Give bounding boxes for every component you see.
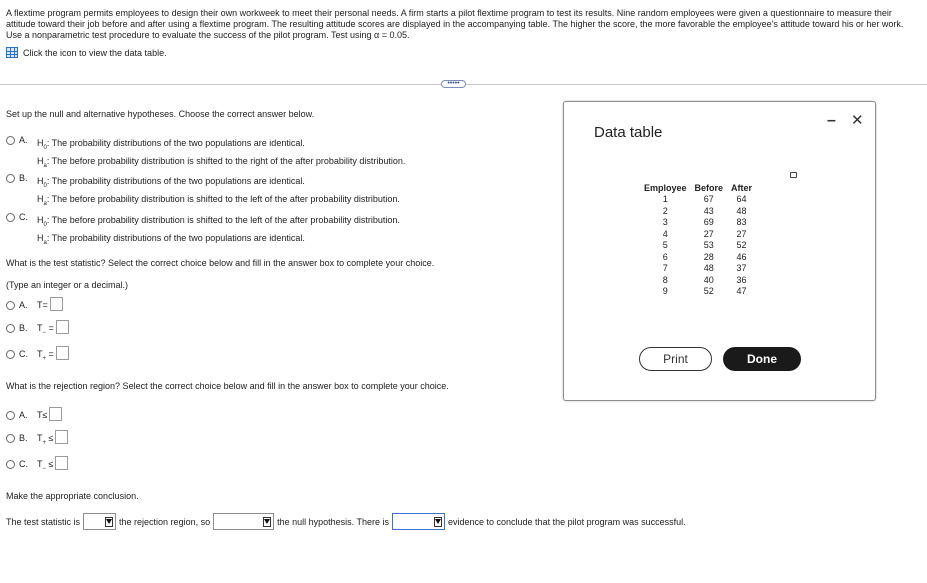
radio-button[interactable] xyxy=(6,350,15,359)
evidence-dropdown[interactable] xyxy=(392,513,445,530)
null-hypothesis-line: $H_0$: The probability distributions of the two populations are identical. xyxy=(37,138,305,151)
option-letter: C. xyxy=(19,212,28,222)
table-cell: 1 xyxy=(662,194,668,204)
copy-icon[interactable] xyxy=(790,172,797,178)
option-letter: C. xyxy=(19,459,28,469)
table-row xyxy=(640,206,756,218)
answer-input[interactable] xyxy=(55,456,68,470)
conclusion-text-4: evidence to conclude that the pilot program was successful. xyxy=(448,516,686,527)
answer-input[interactable] xyxy=(49,407,62,421)
option-letter: A. xyxy=(19,300,28,310)
table-cell: 6 xyxy=(662,251,668,262)
table-cell: 36 xyxy=(736,274,747,285)
column-header: Before xyxy=(694,183,724,193)
hypothesis-option-c[interactable] xyxy=(6,212,400,251)
table-row xyxy=(640,240,756,252)
table-cell: 7 xyxy=(662,263,668,273)
table-cell: 28 xyxy=(703,251,714,262)
answer-input[interactable] xyxy=(56,346,69,360)
column-header: Employee xyxy=(644,183,687,193)
table-cell: 8 xyxy=(662,274,668,285)
table-row xyxy=(640,252,756,264)
answer-input[interactable] xyxy=(50,297,63,311)
conclusion-text-2: the rejection region, so xyxy=(119,516,211,527)
conclusion-text-3: the null hypothesis. There is xyxy=(277,516,389,527)
table-cell: 52 xyxy=(736,240,747,250)
table-cell: 48 xyxy=(703,263,714,273)
table-cell: 67 xyxy=(703,194,714,204)
test-statistic-prompt: What is the test statistic? Select the correct choice below and fill in the answer box to complete your choice. xyxy=(6,258,435,268)
option-letter: B. xyxy=(19,173,28,183)
option-letter: B. xyxy=(19,323,28,333)
answer-input[interactable] xyxy=(56,320,69,334)
close-icon[interactable]: ✕ xyxy=(851,112,864,129)
comparison-dropdown[interactable] xyxy=(83,513,116,530)
alt-hypothesis-line: $H_a$: The before probability distribution is shifted to the left of the after probability distribution. xyxy=(37,193,400,207)
test-statistic-option-c[interactable] xyxy=(6,349,69,362)
done-button[interactable]: Done xyxy=(723,347,801,371)
table-cell: 64 xyxy=(736,194,747,204)
data-table-link[interactable] xyxy=(6,47,167,58)
null-hypothesis-line: $H_0$: The before probability distribution is shifted to the left of the after probability distribution. xyxy=(37,215,400,228)
option-letter: A. xyxy=(19,410,28,420)
radio-button[interactable] xyxy=(6,213,15,222)
conclusion-sentence xyxy=(6,513,686,530)
radio-button[interactable] xyxy=(6,174,15,183)
statistic-label: T= xyxy=(37,300,48,310)
expand-button[interactable]: ••••• xyxy=(441,80,466,88)
table-cell: 37 xyxy=(736,263,747,273)
table-cell: 40 xyxy=(703,274,714,285)
column-header: After xyxy=(731,183,753,193)
table-cell: 4 xyxy=(662,228,668,239)
table-cell: 83 xyxy=(736,217,747,227)
null-hypothesis-line: $H_0$: The probability distributions of the two populations are identical. xyxy=(37,176,305,189)
radio-button[interactable] xyxy=(6,434,15,443)
alt-hypothesis-line: $H_a$: The before probability distribution is shifted to the right of the after probability distribution. xyxy=(37,155,406,169)
table-row xyxy=(640,217,756,229)
data-table-container xyxy=(640,183,756,298)
alt-hypothesis-line: $H_a$: The probability distributions of the two populations are identical. xyxy=(37,232,305,246)
test-statistic-option-b[interactable] xyxy=(6,323,69,336)
option-letter: A. xyxy=(19,135,28,145)
rejection-region-prompt: What is the rejection region? Select the correct choice below and fill in the answer box to complete your choice. xyxy=(6,381,449,391)
table-cell: 53 xyxy=(703,240,714,250)
table-cell: 52 xyxy=(703,286,714,296)
minimize-icon[interactable]: – xyxy=(827,112,836,129)
table-icon[interactable] xyxy=(6,47,18,58)
dropdown-arrow-icon[interactable] xyxy=(263,517,271,527)
radio-button[interactable] xyxy=(6,324,15,333)
table-row xyxy=(640,194,756,206)
table-row xyxy=(640,286,756,298)
region-label: $T_+$ ≤ xyxy=(37,433,54,446)
data-table xyxy=(640,183,756,298)
table-cell: 43 xyxy=(703,205,714,216)
rejection-option-a[interactable] xyxy=(6,410,62,423)
table-header-row xyxy=(640,183,756,194)
option-letter: C. xyxy=(19,349,28,359)
option-letter: B. xyxy=(19,433,28,443)
conclusion-prompt: Make the appropriate conclusion. xyxy=(6,491,139,501)
table-cell: 27 xyxy=(736,228,747,239)
table-cell: 46 xyxy=(736,251,747,262)
hypothesis-option-b[interactable] xyxy=(6,173,400,212)
print-button[interactable]: Print xyxy=(639,347,712,371)
radio-button[interactable] xyxy=(6,136,15,145)
table-row xyxy=(640,263,756,275)
rejection-option-c[interactable] xyxy=(6,459,68,472)
table-cell: 47 xyxy=(736,286,747,296)
test-statistic-option-a[interactable] xyxy=(6,300,63,313)
region-label: T≤ xyxy=(37,410,48,420)
hypothesis-option-a[interactable] xyxy=(6,135,405,174)
answer-input[interactable] xyxy=(55,430,68,444)
region-label: $T_-$ ≤ xyxy=(37,459,54,472)
table-cell: 3 xyxy=(662,217,668,227)
radio-button[interactable] xyxy=(6,460,15,469)
hypotheses-prompt: Set up the null and alternative hypotheses. Choose the correct answer below. xyxy=(6,109,315,119)
table-row xyxy=(640,275,756,287)
radio-button[interactable] xyxy=(6,301,15,310)
dropdown-arrow-icon[interactable] xyxy=(434,517,442,527)
decision-dropdown[interactable] xyxy=(213,513,274,530)
table-cell: 69 xyxy=(703,217,714,227)
table-cell: 9 xyxy=(662,286,668,296)
statistic-label: $T_-$ = xyxy=(37,323,54,336)
answer-hint: (Type an integer or a decimal.) xyxy=(6,280,129,290)
table-row xyxy=(640,229,756,241)
statistic-label: $T_+$ = xyxy=(37,349,54,362)
table-cell: 2 xyxy=(662,205,668,216)
dropdown-arrow-icon[interactable] xyxy=(105,517,113,527)
table-cell: 5 xyxy=(662,240,668,250)
dialog-title: Data table xyxy=(594,124,663,141)
data-table-dialog xyxy=(563,101,876,401)
table-cell: 48 xyxy=(736,205,747,216)
problem-statement: A flextime program permits employees to design their own workweek to meet their personal needs. A firm starts a pilot flextime program to test its results. Nine random employees were given a questionnaire to measure their attitude toward their job before and after using a flextime program. The resulting attitude scores are displayed in the accompanying table. The higher the score, the more favorable the employee's attitude toward his or her work. Use a nonparametric test procedure to evaluate the success of the pilot program. Test using α = 0.05. xyxy=(6,8,904,40)
radio-button[interactable] xyxy=(6,411,15,420)
table-cell: 27 xyxy=(703,228,714,239)
data-table-link-text[interactable]: Click the icon to view the data table. xyxy=(23,47,167,58)
conclusion-text-1: The test statistic is xyxy=(6,516,81,527)
rejection-option-b[interactable] xyxy=(6,433,68,446)
